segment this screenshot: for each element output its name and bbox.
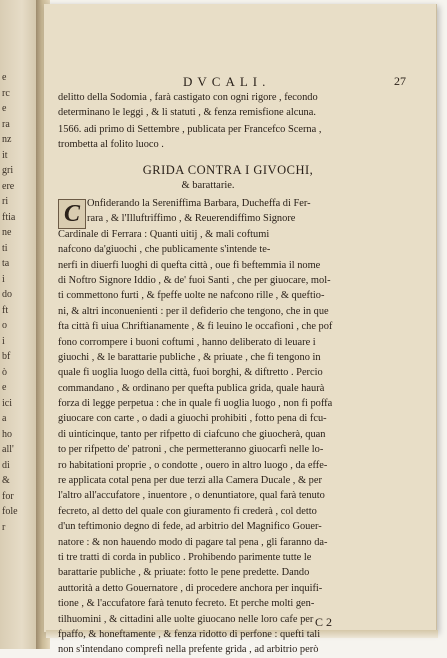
facing-page-fragment: e: [2, 382, 7, 393]
text-line: barattarie publiche , & priuate: fotto le pene predette. Dando: [58, 567, 310, 579]
body-text: [58, 196, 420, 658]
facing-page-fragment: r: [2, 521, 6, 533]
page-number: 27: [394, 74, 406, 88]
facing-page-fragment: i: [2, 273, 5, 285]
facing-page-fragment: gri: [2, 165, 14, 176]
running-title: DVCALI.: [183, 74, 271, 89]
text-line: d'un teftimonio degno di fede, ad arbitrio del Magnifico Gouer-: [58, 521, 322, 533]
facing-page-fragment: all': [2, 444, 14, 455]
text-line: natore : & non hauendo modo di pagare tal pena , gli faranno da-: [58, 536, 328, 548]
facing-page-fragment: o: [2, 320, 7, 331]
facing-page-fragment: ta: [2, 258, 10, 269]
facing-page-fragment: ne: [2, 227, 12, 238]
facing-page-fragment: ho: [2, 428, 12, 440]
facing-page-fragment: ti: [2, 242, 8, 254]
facing-page-fragment: ri: [2, 196, 9, 207]
text-line: delitto della Sodomia , farà castigato con ogni rigore , fecondo: [58, 92, 318, 103]
facing-page-fragment: &: [2, 475, 10, 486]
text-line: tione , & l'accufatore farà tenuto fecreto. Et perche molti gen-: [58, 598, 315, 610]
facing-page: [0, 0, 40, 649]
text-line: fono corrompere i buoni coftumi , hanno deliberato di leuare i: [58, 336, 316, 348]
facing-page-fragment: it: [2, 149, 8, 161]
facing-page-fragment: di: [2, 459, 10, 471]
text-line: Cardinale di Ferrara : Quanti uitij , & mali coftumi: [58, 228, 270, 240]
text-line: giuochi , & le barattarie publiche , & priuate , che fi tengono in: [58, 351, 321, 363]
text-line: auttorità a detto Gouernatore , di procedere anchora per inquifi-: [58, 582, 323, 594]
text-line: ti commettono furti , & fpeffe uolte ne nafcono rille , & queftio-: [58, 290, 325, 302]
text-line: fpaffo, & honeftamente , & fenza ridotto di perfone : quefti tali: [58, 628, 321, 640]
signature-mark: C 2: [315, 615, 333, 629]
facing-page-fragment: nz: [2, 134, 12, 145]
text-line: commandano , & ordinano per quefta publica grida, quale haurà: [58, 382, 325, 394]
facing-page-fragment: bf: [2, 351, 11, 362]
text-line: forza di legge perpetua : che in quale fi uoglia luogo , non fi poffa: [58, 398, 333, 410]
facing-page-fragment: ò: [2, 366, 7, 378]
section-heading: GRIDA CONTRA I GIVOCHI,: [142, 163, 314, 177]
text-line: ni, & altri inconuenienti : per il defiderio che tengono, che in que: [58, 305, 329, 317]
facing-page-fragment: fole: [2, 506, 18, 517]
text-line: determinano le leggi , & li statuti , & fenza remisfione alcuna.: [58, 107, 316, 119]
text-line: fta città fi uiua Chriftianamente , & fi leuino le occafioni , che pof: [58, 321, 333, 333]
opening-paragraph: [58, 90, 420, 121]
text-line: Onfiderando la Sereniffima Barbara, Ducheffa di Fer-: [87, 198, 311, 209]
publication-note: [58, 122, 420, 153]
facing-page-fragment: i: [2, 335, 5, 347]
text-line: trombetta al folito luoco .: [58, 139, 164, 151]
decorated-initial: C: [58, 199, 86, 229]
facing-page-fragment: ra: [2, 118, 10, 130]
text-line: non s'intendano comprefi nella prefente grida , ad arbitrio però: [58, 644, 319, 656]
text-line: di uintícinque, tanto per rifpetto di ciafcuno che giuocherà, quan: [58, 428, 326, 440]
text-line: tilhuomini , & cittadini alle uolte giuocano nelle loro cafe per: [58, 613, 314, 625]
text-line: di Noftro Signore Iddio , & de' fuoi Santi , che per giuocare, mol-: [58, 274, 331, 286]
text-line: fecreto, al detto del quale con giuramento fi crederà , col detto: [58, 505, 317, 517]
text-line: ro habitationi proprie , o condotte , ouero in altro luogo , da effe-: [58, 459, 328, 471]
facing-page-fragment: rc: [2, 87, 10, 99]
facing-page-fragment: ft: [2, 304, 9, 316]
text-line: giuocare con carte , o dadi a giuochi prohibiti , fotto pena di fcu-: [58, 413, 327, 425]
text-line: nafcono da'giuochi , che publicamente s'intende te-: [58, 244, 271, 256]
facing-page-fragment: a: [2, 413, 7, 424]
facing-page-text: [2, 70, 38, 535]
facing-page-fragment: for: [2, 490, 14, 502]
text-line: nerfi in diuerfi luoghi di quefta città , oue fi beftemmia il nome: [58, 259, 321, 271]
facing-page-fragment: do: [2, 289, 12, 300]
facing-page-fragment: ere: [2, 180, 15, 192]
text-line: ti tre tratti di corda in publico . Prohibendo parimente tutte le: [58, 551, 312, 563]
facing-page-fragment: e: [2, 103, 7, 114]
text-line: 1566. adi primo di Settembre , publicata per Francefco Scerna ,: [58, 124, 322, 135]
facing-page-fragment: ici: [2, 397, 12, 409]
facing-page-fragment: e: [2, 72, 7, 83]
facing-page-fragment: ftia: [2, 211, 16, 223]
text-line: l'altro all'accufatore , inuentore , o denuntiatore, qual farà tenuto: [58, 490, 325, 502]
text-line: rara , & l'Illuftriffimo , & Reuerendiffimo Signore: [87, 213, 296, 225]
text-line: quale fi uoglia luogo della città, fuoi borghi, & diftretto . Percio: [58, 367, 323, 379]
text-line: to per rifpetto de' patroni , che permetteranno giuocarfi nelle lo-: [58, 444, 324, 456]
section-subheading: & barattarie.: [181, 180, 235, 191]
text-line: re applicata cotal pena per due terzi alla Camera Ducale , & per: [58, 475, 322, 487]
